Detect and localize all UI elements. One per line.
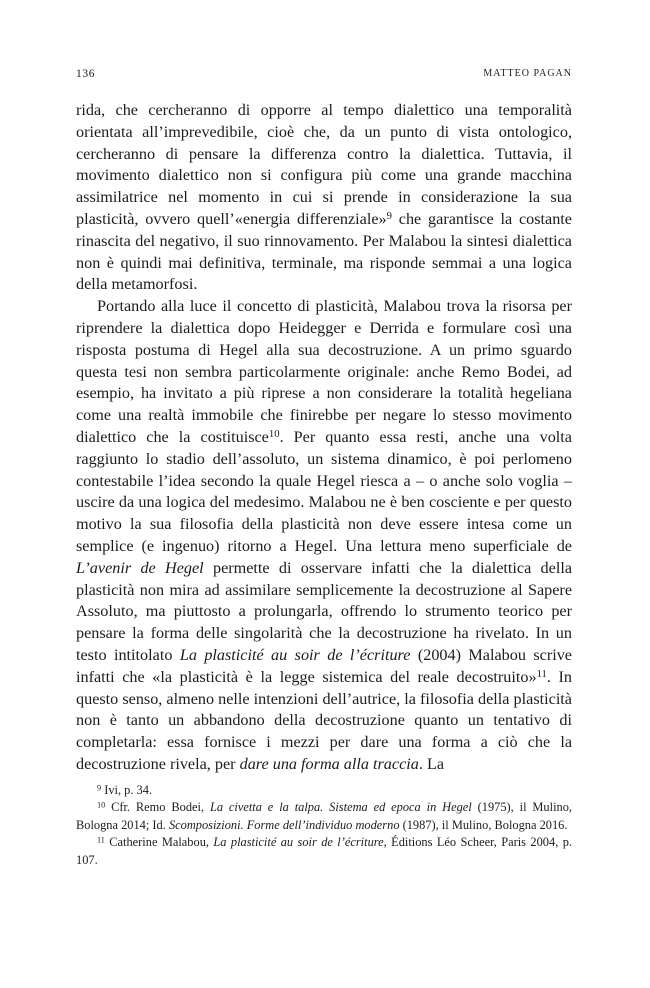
footnote-9 xyxy=(76,782,572,799)
running-head-author: MATTEO PAGAN xyxy=(483,68,572,79)
page-number: 136 xyxy=(76,68,96,80)
main-text xyxy=(76,100,572,776)
footnote-number: 9 xyxy=(97,783,102,793)
italic-title: La plasticité au soir de l’écriture xyxy=(179,645,411,664)
footnote-number: 11 xyxy=(97,835,105,845)
text-run: (2004) Malabou scrive infatti che «la plasticità è la legge sistemica del reale decostruito» xyxy=(76,645,572,686)
italic-emphasis: dare una forma alla traccia xyxy=(239,754,419,773)
text-run: . Per quanto essa resti, anche una volta raggiunto lo stadio dell’assoluto, un sistema dinamico, è poi perlomeno contestabile l’idea secondo la quale Hegel riesca a – o anche solo voglia – uscire da una logica del medesimo. Malabou ne è ben cosciente e per questo motivo la sua filosofia della plasticità non deve essere intesa come un semplice (e ingenuo) ritorno a Hegel. Una lettura meno superficiale de xyxy=(76,427,572,555)
footnote-text: (1975), il Mulino, Bologna 2014; Id. xyxy=(76,800,572,832)
text-run: . La xyxy=(418,754,445,773)
footnote-number: 10 xyxy=(97,800,106,810)
page-header xyxy=(76,68,572,84)
text-run: . In questo senso, almeno nelle intenzioni dell’autrice, la filosofia della plasticità non è tanto un abbandono della decostruzione quanto un tentativo di completarla: essa fornisce i mezzi per dare una forma a ciò che la decostruzione rivela, per xyxy=(76,667,573,773)
text-run: rida, che cercheranno di opporre al tempo dialettico una temporalità orientata all’imprevedibile, cioè che, da un punto di vista ontologico, cercheranno di pensare la differenza contro la dialettica. Tuttavia, il movimento dialettico non si configura più come una grande macchina assimilatrice nel momento in cui si prende in considerazione la sua plasticità, ovvero quell’«energia differenziale» xyxy=(76,101,572,228)
italic-title: La civetta e la talpa. Sistema ed epoca in Hegel xyxy=(209,800,472,815)
footnote-10 xyxy=(76,799,572,834)
paragraph xyxy=(76,296,572,776)
text-run: permette di osservare infatti che la dialettica della plasticità non mira ad assimilare semplicemente la decostruzione al Sapere Assoluto, ma piuttosto a prolungarla, offrendo lo strumento teorico per pensare la forma delle singolarità che la decostruzione ha rivelato. In un testo intitolato xyxy=(76,558,573,664)
footnote-text: Ivi, p. 34. xyxy=(104,783,153,797)
footnote-text: Catherine Malabou, xyxy=(109,835,214,850)
footnote-ref-11[interactable]: 11 xyxy=(536,667,547,680)
footnote-text: Cfr. Remo Bodei, xyxy=(111,800,210,815)
italic-title: La plasticité au soir de l’écriture xyxy=(213,835,384,850)
footnote-ref-10[interactable]: 10 xyxy=(268,428,280,441)
footnotes xyxy=(76,782,572,869)
italic-title: Scomposizioni. Forme dell’individuo moderno xyxy=(168,817,400,832)
footnote-11 xyxy=(76,834,572,869)
text-run: che garantisce la costante rinascita del negativo, il suo rinnovamento. Per Malabou la sintesi dialettica non è quindi mai definitiva, terminale, ma risponde semmai a una logica della metamorfosi. xyxy=(76,209,572,294)
paragraph-continued xyxy=(76,100,572,296)
footnote-text: (1987), il Mulino, Bologna 2016. xyxy=(399,817,568,832)
text-run: Portando alla luce il concetto di plasticità, Malabou trova la risorsa per riprendere la dialettica dopo Heidegger e Derrida e formulare così una risposta postuma di Hegel alla sua decostruzione. A un primo sguardo questa tesi non sembra particolarmente originale: anche Remo Bodei, ad esempio, ha invitato a più riprese a non considerare la totalità hegeliana come una realtà immobile che finirebbe per negare lo stesso movimento dialettico che la costituisce xyxy=(76,297,572,446)
italic-title: L’avenir de Hegel xyxy=(76,558,204,577)
footnote-text: , Éditions Léo Scheer, Paris 2004, p. 107. xyxy=(76,835,572,867)
footnote-ref-9[interactable]: 9 xyxy=(386,210,392,223)
